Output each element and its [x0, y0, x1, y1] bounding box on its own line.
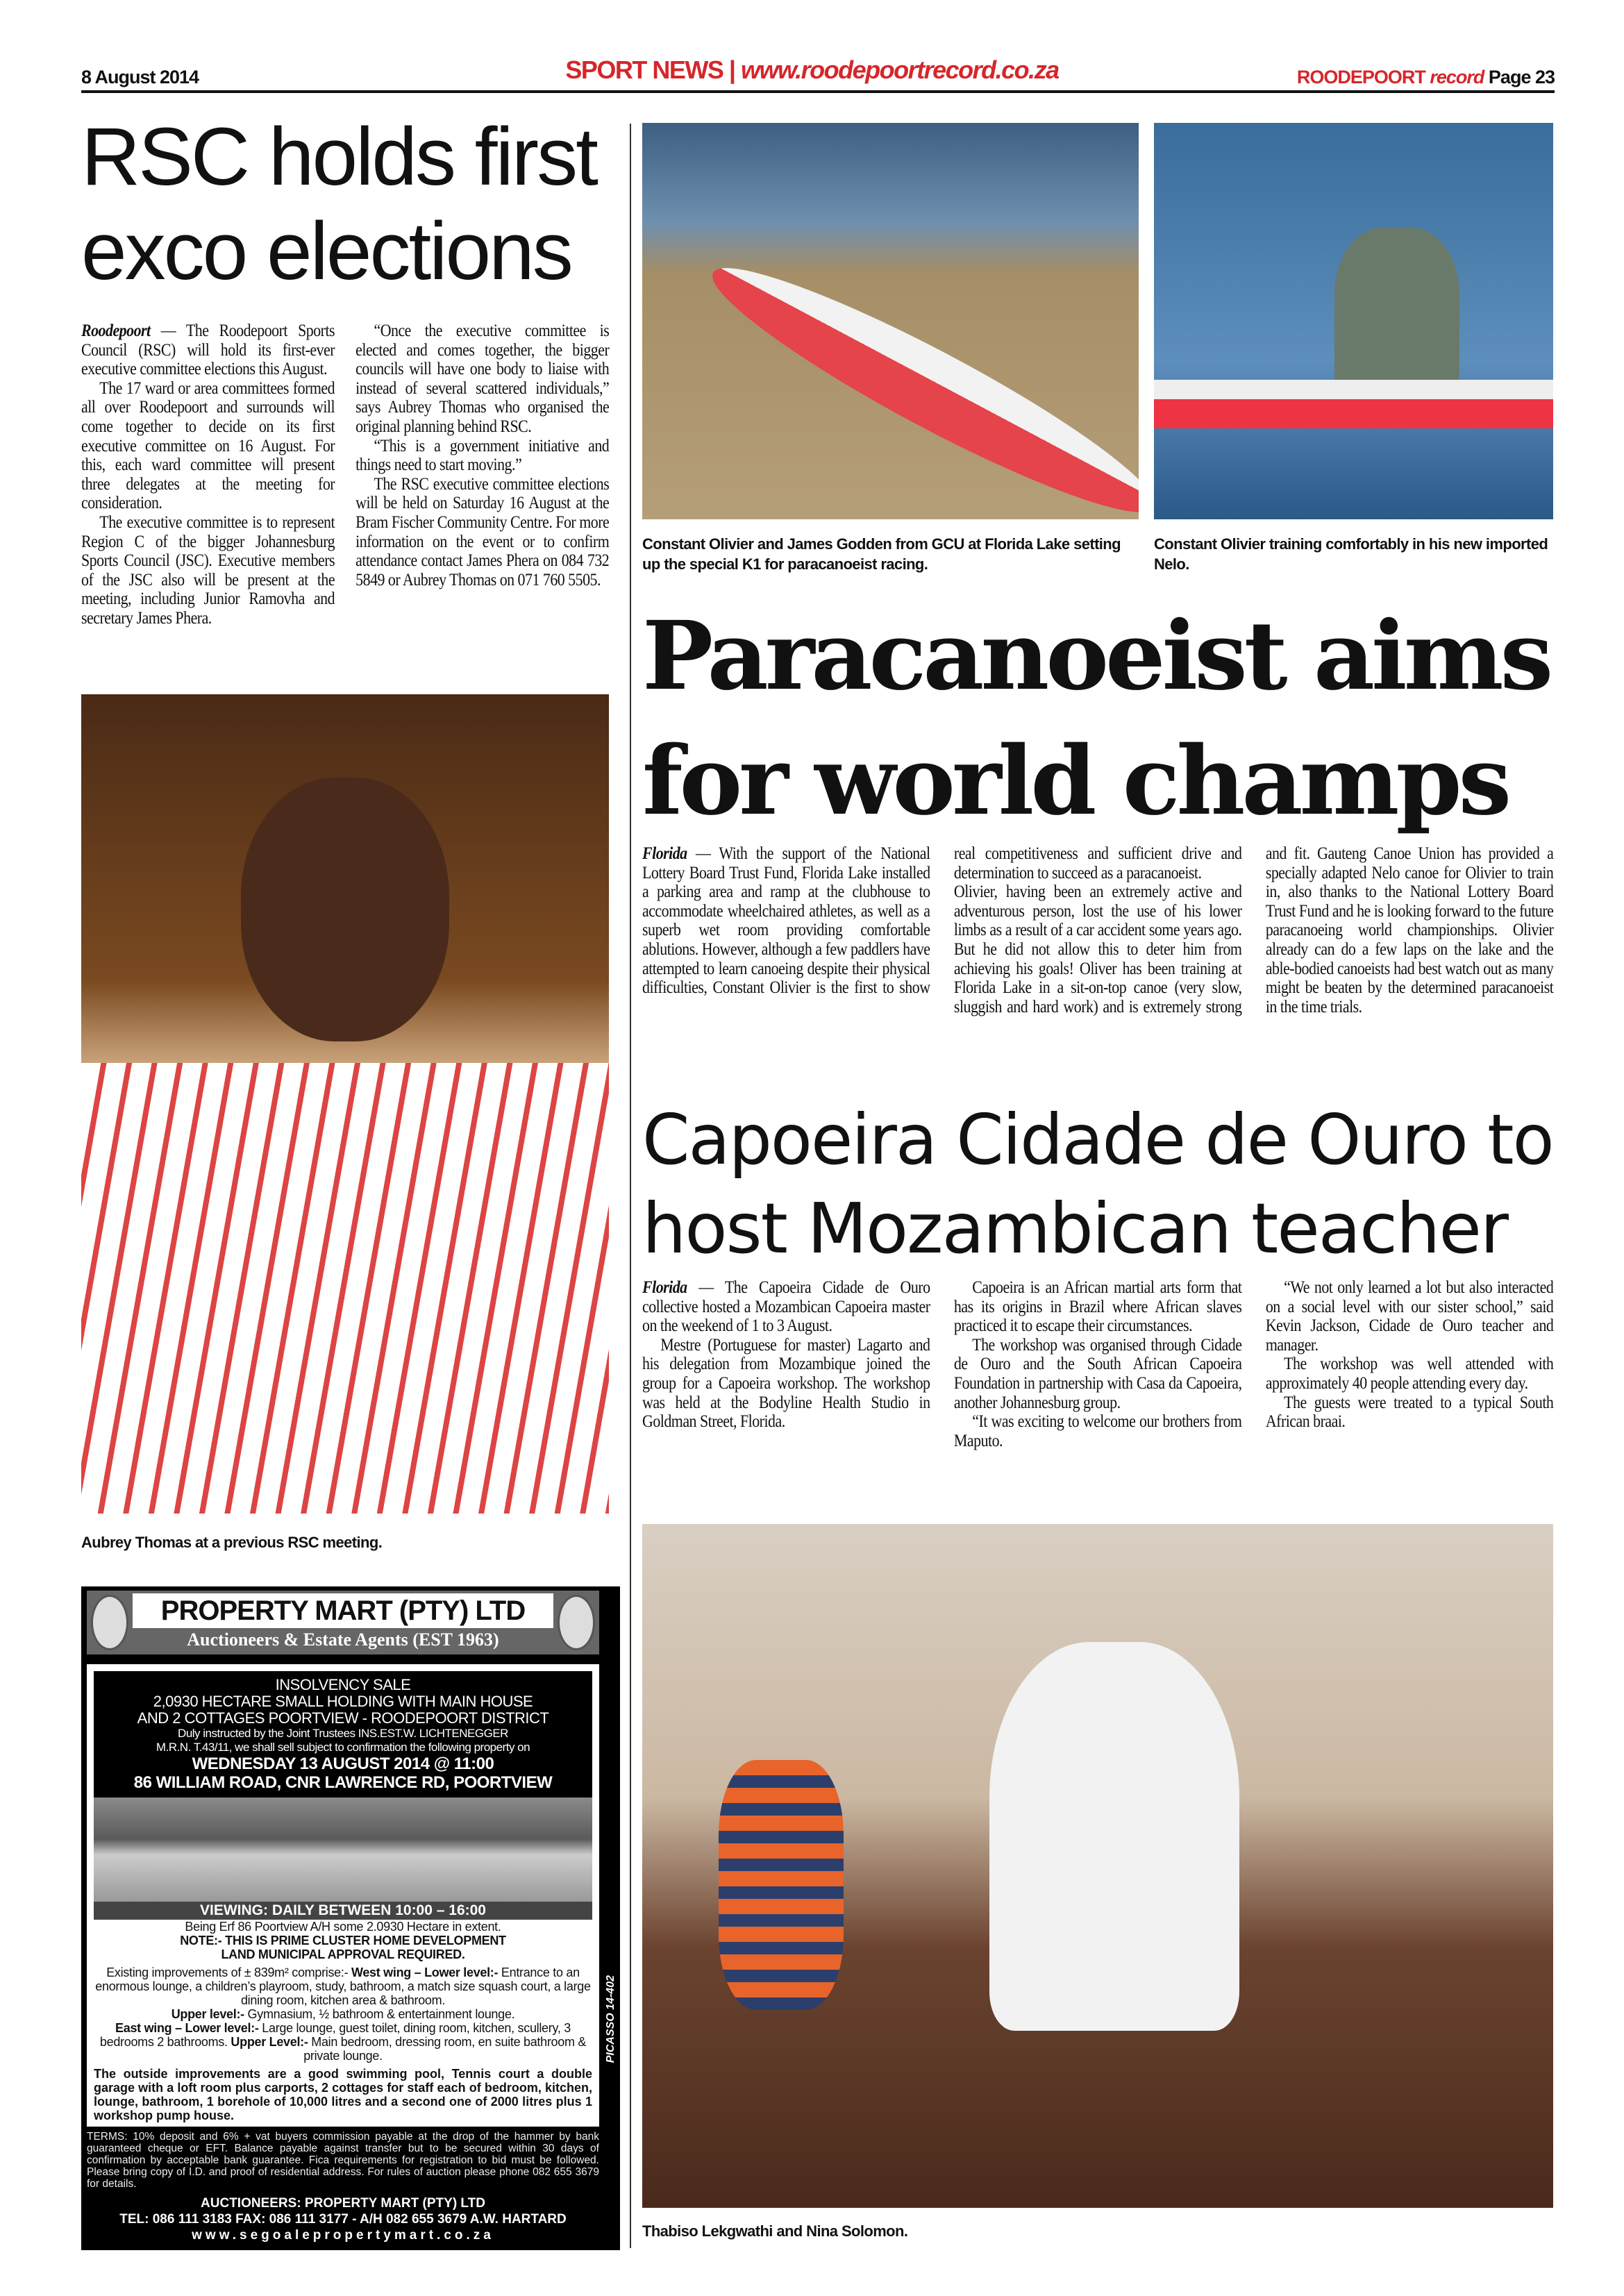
ad-company-name: PROPERTY MART (PTY) LTD — [133, 1593, 553, 1628]
issue-date: 8 August 2014 — [81, 67, 199, 87]
label: Upper Level:- — [231, 2035, 308, 2049]
headline-line: exco elections — [81, 206, 571, 297]
paracanoeist-headline — [642, 594, 1553, 844]
rsc-headline — [81, 110, 623, 299]
paragraph: “This is a government initiative and things need to start moving.” — [355, 435, 610, 475]
section-url[interactable]: www.roodepoortrecord.co.za — [740, 56, 1059, 84]
contact-line: TEL: 086 111 3183 FAX: 086 111 3177 - A/H 082 655 3679 A.W. HARTARD — [119, 2212, 567, 2227]
aubrey-photo-caption: Aubrey Thomas at a previous RSC meeting. — [81, 1534, 383, 1551]
paragraph: Mestre (Portuguese for master) Lagarto and his delegation from Mozambique joined the group for a Capoeira workshop. The workshop was held at the Bodyline Health Studio in Goldman Street, Florida. — [642, 1334, 930, 1432]
paragraph: The 17 ward or area committees formed all over Roodepoort and surrounds will come together to decide on its first executive committee on 16 August. For this, each ward committee will present three delegates at the meeting for consideration. — [81, 377, 335, 513]
paragraph-text: — The Roodepoort Sports Council (RSC) will hold its first-ever executive committee elections this August. — [81, 320, 335, 379]
paracanoeist-article-body — [642, 844, 1553, 1016]
paragraph: The guests were treated to a typical South African braai. — [1265, 1391, 1554, 1432]
label: West wing – Lower level:- — [351, 1966, 499, 1979]
label: East wing – Lower level:- — [115, 2021, 259, 2035]
paragraph-text: — With the support of the National Lottery Board Trust Fund, Florida Lake installed a parking area and ramp at the clubhouse to accommodate wheelchaired athletes, as well as a superb wet room providing comfortable ablutions. However, although a few paddlers have attempted to learn canoeing despite their physical difficulties, Constant Olivier is the first to show real competitiveness and sufficient drive and determination to succeed as a paracanoeist. — [642, 843, 1242, 998]
headline-line: for world champs — [642, 726, 1509, 837]
sale-line: AND 2 COTTAGES POORTVIEW - ROODEPOORT DISTRICT — [137, 1709, 549, 1727]
paragraph: Capoeira is an African martial arts form that has its origins in Brazil where African slaves practiced it to escape their circumstances. — [953, 1277, 1242, 1336]
headline-line: Paracanoeist aims — [642, 601, 1550, 712]
capoeira-photo — [642, 1524, 1553, 2208]
text: Large lounge, guest toilet, dining room, kitchen, scullery, 3 bedrooms 2 bathrooms. — [99, 2021, 571, 2049]
text: Gymnasium, ½ bathroom & entertainment lounge. — [244, 2007, 515, 2021]
canoe-setup-photo — [642, 123, 1139, 519]
paragraph: Olivier, having been an extremely active and adventurous person, lost the use of his lower limbs as a result of a car accident some years ago. But he did not allow this to deter him from achieving his goals! Oliver has been training at Florida Lake in a sit-on-top canoe (very slow, sluggish and hard work) and is extremely strong and fit. Gauteng Canoe Union has provided a specially adapted Nelo canoe for Olivier to train in, also thanks to the National Lottery Board Trust Fund and he is looking forward to the future paracanoeing world championships. Olivier already can do a few laps on the lake and the able-bodied canoeists had best watch out as many might be beaten by the determined paracanoeist in the time trials. — [953, 843, 1554, 1016]
paragraph: “Once the executive committee is elected and comes together, the bigger councils will have one body to liaise with instead of several scattered individuals,” says Aubrey Thomas who organised the original planning behind RSC. — [355, 320, 610, 436]
text: Main bedroom, dressing room, en suite bathroom & private lounge. — [303, 2035, 587, 2063]
rsc-article-body — [81, 321, 609, 628]
section-name: SPORT NEWS | — [565, 56, 735, 84]
paragraph: The RSC executive committee elections will be held on Saturday 16 August at the Bram Fischer Community Centre. For more information on the event or to confirm attendance contact James Phera on 084 732 5849 or Aubrey Thomas on 071 760 5505. — [355, 473, 610, 589]
capoeira-headline — [642, 1096, 1553, 1273]
instruction-line: M.R.N. T.43/11, we shall sell subject to confirmation the following property on — [156, 1741, 530, 1754]
sale-line: 2,0930 HECTARE SMALL HOLDING WITH MAIN HOUSE — [153, 1693, 533, 1710]
capoeira-photo-caption: Thabiso Lekgwathi and Nina Solomon. — [642, 2222, 908, 2240]
canoe-training-photo — [1154, 123, 1553, 519]
paper-name-italic: record — [1430, 67, 1484, 87]
sale-block — [94, 1671, 592, 1798]
dateline: Florida — [642, 1277, 687, 1297]
paragraph: The workshop was organised through Cidade de Ouro and the South African Capoeira Foundation in partnership with Casa da Capoeira, another Johannesburg group. — [953, 1334, 1242, 1412]
note-line: LAND MUNICIPAL APPROVAL REQUIRED. — [221, 1947, 465, 1961]
dateline: Florida — [642, 843, 687, 863]
auction-terms: TERMS: 10% deposit and 6% + vat buyers commission payable at the drop of the hammer by bank guaranteed cheque or EFT. Balance payable against transfer but to be secured within 30 days of confirmation by acceptable bank guarantee. Fica requirements for registration to bid must be followed. Please bring copy of I.D. and proof of residential address. For rules of auction please phone 082 655 3679 for details. — [87, 2131, 599, 2190]
instruction-line: Duly instructed by the Joint Trustees INS.EST.W. LICHTENEGGER — [178, 1727, 508, 1740]
property-photo — [94, 1798, 592, 1902]
property-mart-advert — [81, 1586, 620, 2250]
text: Existing improvements of ± 839m² comprise:- — [106, 1966, 351, 1979]
paragraph: The workshop was well attended with approximately 40 people attending every day. — [1265, 1353, 1554, 1393]
paragraph-text: — The Capoeira Cidade de Ouro collective hosted a Mozambican Capoeira master on the weekend of 1 to 3 August. — [642, 1277, 930, 1336]
label: Upper level:- — [171, 2007, 244, 2021]
headline-line: host Mozambican teacher — [642, 1188, 1507, 1269]
saia-logo-icon — [558, 1595, 595, 1650]
ad-tagline: Auctioneers & Estate Agents (EST 1963) — [187, 1629, 499, 1650]
capoeira-article-body — [642, 1277, 1553, 1450]
ad-reference: PICASSO 14-402 — [605, 1975, 617, 2063]
outside-improvements: The outside improvements are a good swimming pool, Tennis court a double garage with a loft room plus carports, 2 cottages for staff each of bedroom, kitchen, lounge, bathroom, 1 borehole of 10,000 litres and a second one of 2000 litres plus 1 workshop pump house. — [94, 2067, 592, 2122]
ad-website[interactable]: www.segoalepropertymart.co.za — [192, 2228, 494, 2243]
paragraph: “We not only learned a lot but also interacted on a social level with our sister school,” said Kevin Jackson, Cidade de Ouro teacher and manager. — [1265, 1277, 1554, 1355]
header-rule — [81, 90, 1555, 93]
paragraph: “It was exciting to welcome our brothers from Maputo. — [953, 1411, 1242, 1450]
improvements-text — [94, 1966, 592, 2063]
paper-name: ROODEPOORT — [1296, 67, 1425, 87]
seal-logo-icon — [91, 1595, 128, 1650]
page-number: Page 23 — [1488, 67, 1555, 87]
dateline: Roodepoort — [81, 320, 151, 340]
sale-title: INSOLVENCY SALE — [275, 1676, 411, 1693]
canoe-setup-caption: Constant Olivier and James Godden from GCU at Florida Lake setting up the special K1 for paracanoeist racing. — [642, 535, 1121, 573]
page-info — [1297, 67, 1555, 88]
text: Entrance to an enormous lounge, a children’s playroom, study, bathroom, a match size squash court, a large dining room, kitchen area & bathroom. — [95, 1966, 591, 2007]
aubrey-thomas-photo — [81, 694, 609, 1514]
paragraph — [81, 321, 335, 378]
auction-address: 86 WILLIAM ROAD, CNR LAWRENCE RD, POORTVIEW — [133, 1773, 553, 1792]
paragraph: The executive committee is to represent Region C of the bigger Johannesburg Sports Council (JSC). Executive members of the JSC also will be present at the meeting, including Junior Ramovha and secretary James Phera. — [81, 511, 335, 628]
viewing-times: VIEWING: DAILY BETWEEN 10:00 – 16:00 — [94, 1902, 592, 1920]
column-divider — [630, 124, 631, 2248]
auctioneers-line: AUCTIONEERS: PROPERTY MART (PTY) LTD — [201, 2196, 485, 2211]
erf-text: Being Erf 86 Poortview A/H some 2.0930 Hectare in extent. — [185, 1920, 501, 1934]
ad-banner — [87, 1591, 599, 1654]
ad-footer — [87, 2195, 599, 2243]
auction-date: WEDNESDAY 13 AUGUST 2014 @ 11:00 — [192, 1754, 494, 1773]
canoe-training-caption: Constant Olivier training comfortably in his new imported Nelo. — [1154, 535, 1548, 573]
note-line: NOTE:- THIS IS PRIME CLUSTER HOME DEVELOPMENT — [180, 1934, 506, 1947]
headline-line: Capoeira Cidade de Ouro to — [642, 1099, 1553, 1180]
headline-line: RSC holds first — [81, 111, 596, 203]
paragraph — [642, 1277, 930, 1335]
